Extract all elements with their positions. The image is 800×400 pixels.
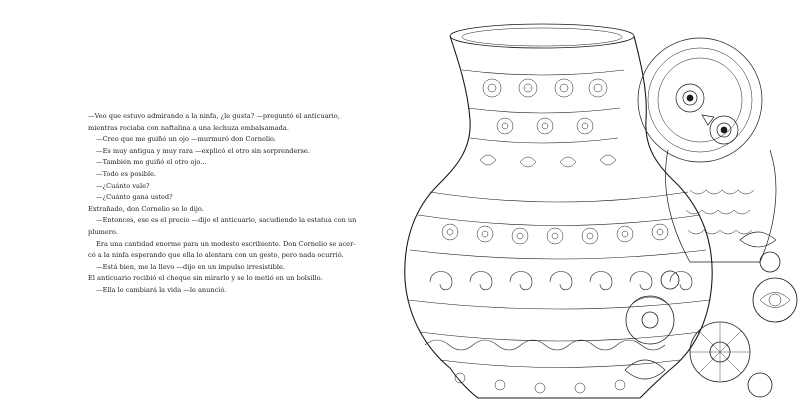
- right-page: [400, 0, 800, 400]
- text-line: —¿Cuánto vale?: [96, 181, 150, 190]
- text-line: El anticuario recibió el cheque sin mirarlo y se lo metió en un bolsillo.: [88, 274, 323, 283]
- text-line: —Veo que estuvo admirando a la ninfa, ¿le gusta? —preguntó el anticuario,: [88, 112, 340, 120]
- text-line: có a la ninfa esperando que ella lo alentara con un gesto, pero nada ocurrió.: [88, 251, 344, 260]
- text-line: plumero.: [88, 227, 118, 236]
- owl-icon: [638, 38, 776, 262]
- text-line: —Está bien, me la llevo —dijo en un impulso irresistible.: [96, 262, 285, 271]
- text-line: —Ella le cambiará la vida —le anunció.: [96, 285, 227, 294]
- text-line: —Entonces, ese es el precio —dijo el anticuario, sacudiendo la estatua con un: [96, 216, 357, 225]
- text-line: Era una cantidad enorme para un modesto escribiente. Don Cornelio se acer-: [96, 239, 356, 248]
- text-line: —Es muy antigua y muy rara —explicó el otro sin sorprenderse.: [96, 146, 310, 155]
- text-line: mientras rociaba con naftalina a una lechuza embalsamada.: [88, 123, 289, 132]
- vase-icon: [405, 24, 712, 398]
- story-text: [88, 111, 357, 297]
- text-line: —También me guiñó el otro ojo...: [96, 158, 207, 167]
- text-line: —¿Cuánto gana usted?: [96, 193, 173, 202]
- text-line: Extrañado, don Cornelio se lo dijo.: [88, 204, 204, 213]
- illustration: [400, 0, 800, 400]
- text-line: —Todo es posible.: [96, 169, 157, 178]
- text-line: —Creo que me guiñó un ojo —murmuró don Cornelio.: [96, 135, 277, 144]
